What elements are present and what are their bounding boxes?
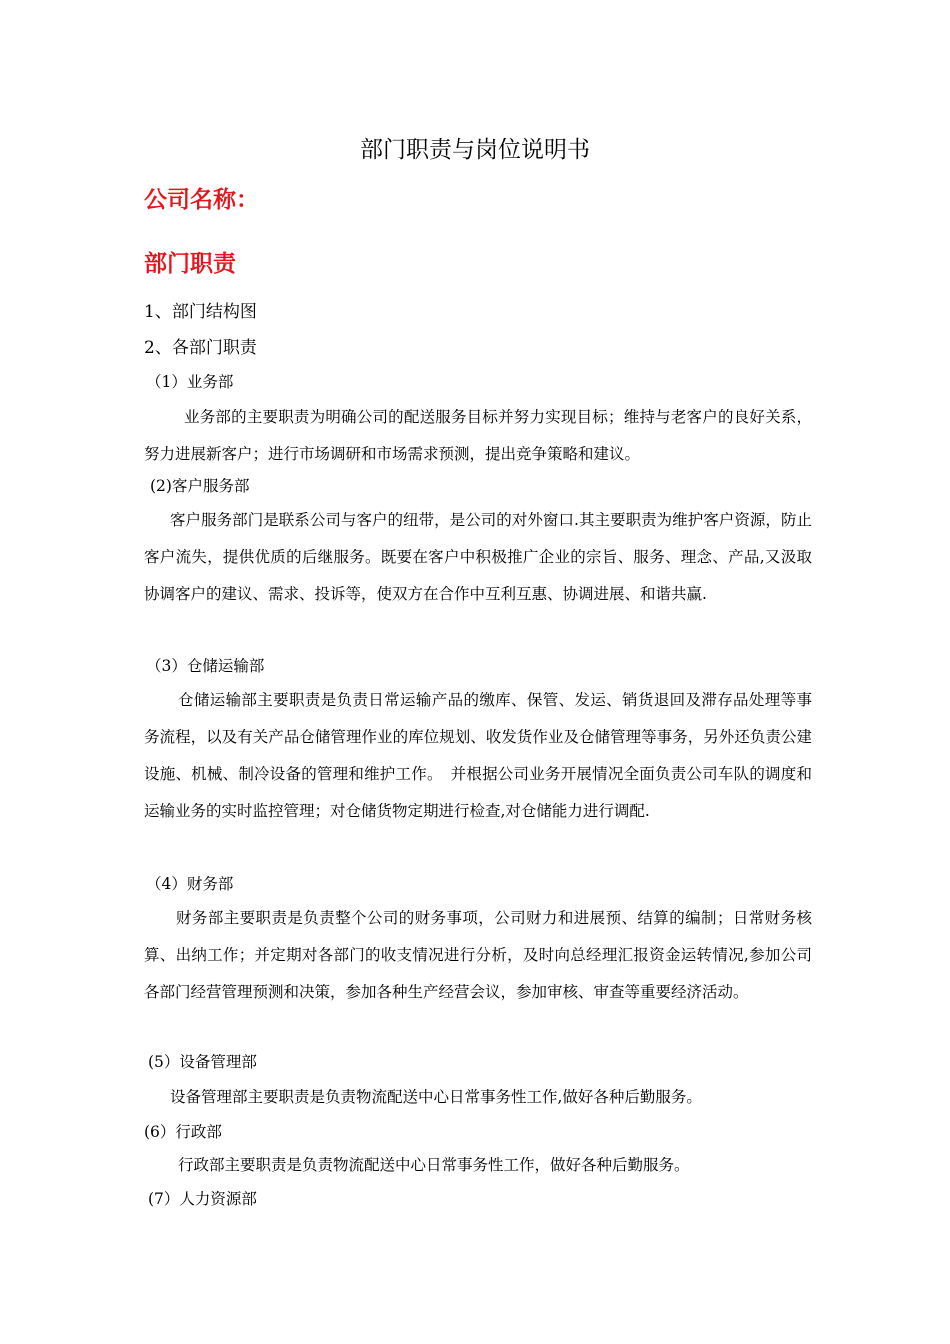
dept-heading-equipment: (5）设备管理部 — [148, 1053, 257, 1071]
company-name-label: 公司名称： — [144, 187, 259, 213]
item-structure-chart: 1、部门结构图 — [144, 302, 257, 322]
dept-body-finance: 财务部主要职责是负责整个公司的财务事项，公司财力和进展预、结算的编制；日常财务核算、出纳工作；并定期对各部门的收支情况进行分析，及时向总经理汇报资金运转情况,参加公司各部门经营管理预测和决策，参加各种生产经营会议，参加审核、审查等重要经济活动。 — [144, 909, 812, 1001]
dept-heading-warehouse-transport: （3）仓储运输部 — [146, 657, 265, 675]
dept-heading-business: （1）业务部 — [146, 373, 234, 391]
document-title: 部门职责与岗位说明书 — [360, 137, 590, 163]
dept-body-business: 业务部的主要职责为明确公司的配送服务目标并努力实现目标；维持与老客户的良好关系，努力进展新客户；进行市场调研和市场需求预测，提出竞争策略和建议。 — [144, 408, 812, 463]
dept-heading-customer-service: (2)客户服务部 — [150, 477, 250, 495]
item-department-duties: 2、各部门职责 — [144, 338, 257, 358]
dept-heading-administration: (6）行政部 — [144, 1123, 222, 1141]
department-duties-heading: 部门职责 — [144, 251, 236, 277]
dept-heading-finance: （4）财务部 — [146, 875, 234, 893]
dept-body-customer-service: 客户服务部门是联系公司与客户的纽带，是公司的对外窗口.其主要职责为维护客户资源，防止客户流失，提供优质的后继服务。既要在客户中积极推广企业的宗旨、服务、理念、产品,又汲取协调客户的建议、需求、投诉等，使双方在合作中互利互惠、协调进展、和谐共赢. — [144, 511, 812, 603]
dept-body-administration: 行政部主要职责是负责物流配送中心日常事务性工作，做好各种后勤服务。 — [178, 1156, 690, 1174]
dept-body-warehouse-transport: 仓储运输部主要职责是负责日常运输产品的缴库、保管、发运、销货退回及滞存品处理等事务流程，以及有关产品仓储管理作业的库位规划、收发货作业及仓储管理等事务，另外还负责公建设施、机械、制冷设备的管理和维护工作。 并根据公司业务开展情况全面负责公司车队的调度和运输业务的实时监控管理；对仓储货物定期进行检查,对仓储能力进行调配. — [144, 691, 812, 820]
dept-body-equipment: 设备管理部主要职责是负责物流配送中心日常事务性工作,做好各种后勤服务。 — [170, 1088, 702, 1106]
dept-heading-human-resources: (7）人力资源部 — [148, 1190, 257, 1208]
